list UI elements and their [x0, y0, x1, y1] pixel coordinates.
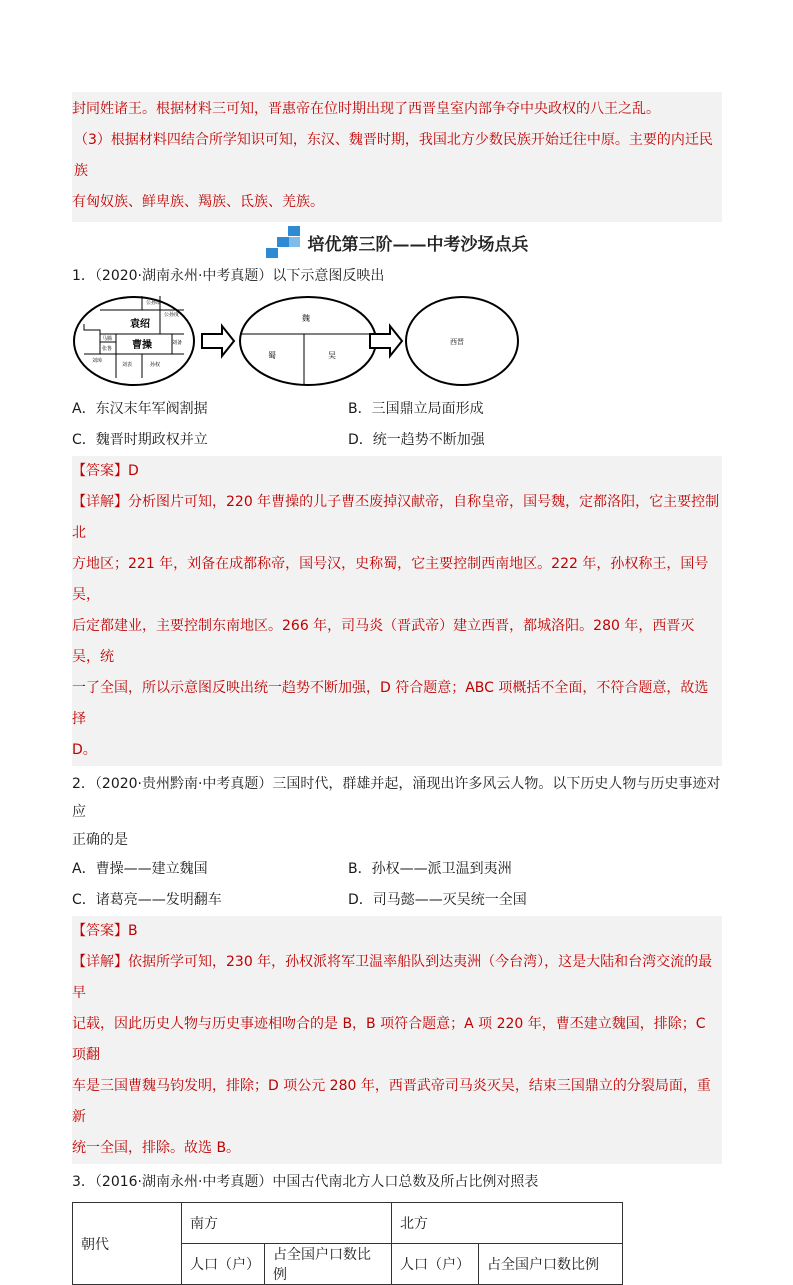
- table-header-ratio-north: 占全国户口数比例: [479, 1244, 623, 1285]
- label-zhanglu: 张鲁: [102, 346, 113, 352]
- question-2-stem: 正确的是: [72, 832, 128, 848]
- option-c[interactable]: C．诸葛亮——发明翻车: [72, 892, 222, 908]
- population-table: [72, 1202, 623, 1285]
- question-2-stem: 2．（2020·贵州黔南·中考真题）三国时代，群雄并起，涌现出许多风云人物。以下历史人物与历史事迹对应: [72, 776, 721, 820]
- table-header-dynasty: 朝代: [73, 1203, 182, 1285]
- detail-label: 【详解】: [72, 494, 128, 510]
- prev-answer-line: 有匈奴族、鲜卑族、羯族、氐族、羌族。: [72, 194, 324, 210]
- label-wu: 吴: [328, 351, 336, 360]
- label-sunquan: 孙权: [150, 362, 161, 368]
- label-liubei: 刘备: [172, 340, 183, 346]
- detail-line: 统一全国，排除。故选 B。: [72, 1140, 241, 1156]
- label-liubiao: 刘表: [122, 362, 133, 368]
- detail-line: 车是三国曹魏马钧发明，排除；D 项公元 280 年，西晋武帝司马炎灭吴，结束三国鼎立的分裂局面，重新: [72, 1078, 711, 1125]
- question-1-stem: 1．（2020·湖南永州·中考真题）以下示意图反映出: [72, 268, 385, 284]
- label-shu: 蜀: [268, 351, 276, 360]
- prev-answer-line: （3）根据材料四结合所学知识可知，东汉、魏晋时期，我国北方少数民族开始迁往中原。主要的内迁民族: [74, 132, 713, 179]
- label-wei: 魏: [302, 314, 310, 323]
- option-d[interactable]: D．统一趋势不断加强: [348, 432, 485, 448]
- label-liuzhang: 刘璋: [92, 358, 103, 364]
- label-yuanshao: 袁绍: [130, 319, 150, 330]
- table-header-ratio-south: 占全国户口数比例: [265, 1244, 392, 1285]
- map-diagram: [72, 294, 542, 388]
- table-header-south: 南方: [182, 1203, 392, 1244]
- label-gongsunzan: 公孙瓒: [146, 300, 162, 306]
- table-header-pop-north: 人口（户）: [392, 1244, 479, 1285]
- section-title: [72, 222, 722, 262]
- answer-label: 【答案】D: [72, 463, 139, 479]
- option-a[interactable]: A．东汉末年军阀割据: [72, 401, 208, 417]
- table-header-north: 北方: [392, 1203, 623, 1244]
- previous-answer-block: [72, 92, 722, 222]
- detail-line: D。: [72, 742, 97, 758]
- detail-line: 方地区；221 年，刘备在成都称帝，国号汉，史称蜀，它主要控制西南地区。222 年，孙权称王，国号吴，: [72, 556, 709, 603]
- label-xijin: 西晋: [450, 338, 464, 346]
- detail-line: 一了全国，所以示意图反映出统一趋势不断加强，D 符合题意；ABC 项概括不全面，不符合题意，故选择: [72, 680, 709, 727]
- question-1-answer-block: [72, 456, 722, 766]
- prev-answer-line: 封同姓诸王。根据材料三可知，晋惠帝在位时期出现了西晋皇室内部争夺中央政权的八王之乱。: [72, 101, 660, 117]
- label-gongsundu: 公孙度: [164, 312, 180, 318]
- question-1-options: [72, 394, 722, 456]
- section-title-text: 培优第三阶——中考沙场点兵: [307, 234, 529, 255]
- option-b[interactable]: B．孙权——派卫温到夷洲: [348, 861, 512, 877]
- detail-line: 后定都建业，主要控制东南地区。266 年，司马炎（晋武帝）建立西晋，都城洛阳。280 年，西晋灭吴，统: [72, 618, 695, 665]
- answer-label: 【答案】B: [72, 923, 138, 939]
- label-caocao: 曹操: [132, 340, 152, 351]
- option-a[interactable]: A．曹操——建立魏国: [72, 861, 208, 877]
- arrow-icon: [202, 326, 234, 356]
- detail-label: 【详解】: [72, 954, 128, 970]
- option-c[interactable]: C．魏晋时期政权并立: [72, 432, 208, 448]
- question-1-diagram: [72, 294, 722, 388]
- detail-line: 记载，因此历史人物与历史事迹相吻合的是 B，B 项符合题意；A 项 220 年，曹丕建立魏国，排除；C 项翻: [72, 1016, 706, 1063]
- label-madeng: 马腾: [102, 336, 113, 342]
- detail-line: 【详解】分析图片可知，220 年曹操的儿子曹丕废掉汉献帝，自称皇帝，国号魏，定都洛阳，它主要控制北: [72, 494, 720, 541]
- question-3-stem: 3．（2016·湖南永州·中考真题）中国古代南北方人口总数及所占比例对照表: [72, 1174, 539, 1190]
- option-b[interactable]: B．三国鼎立局面形成: [348, 401, 484, 417]
- table-header-pop-south: 人口（户）: [182, 1244, 265, 1285]
- stairs-icon: [266, 226, 302, 258]
- option-d[interactable]: D．司马懿——灭吴统一全国: [348, 892, 527, 908]
- question-2-options: [72, 854, 722, 916]
- detail-line: 【详解】依据所学可知，230 年，孙权派将军卫温率船队到达夷洲（今台湾），这是大陆和台湾交流的最早: [72, 954, 713, 1001]
- page-content: [72, 92, 722, 1285]
- question-2-answer-block: [72, 916, 722, 1164]
